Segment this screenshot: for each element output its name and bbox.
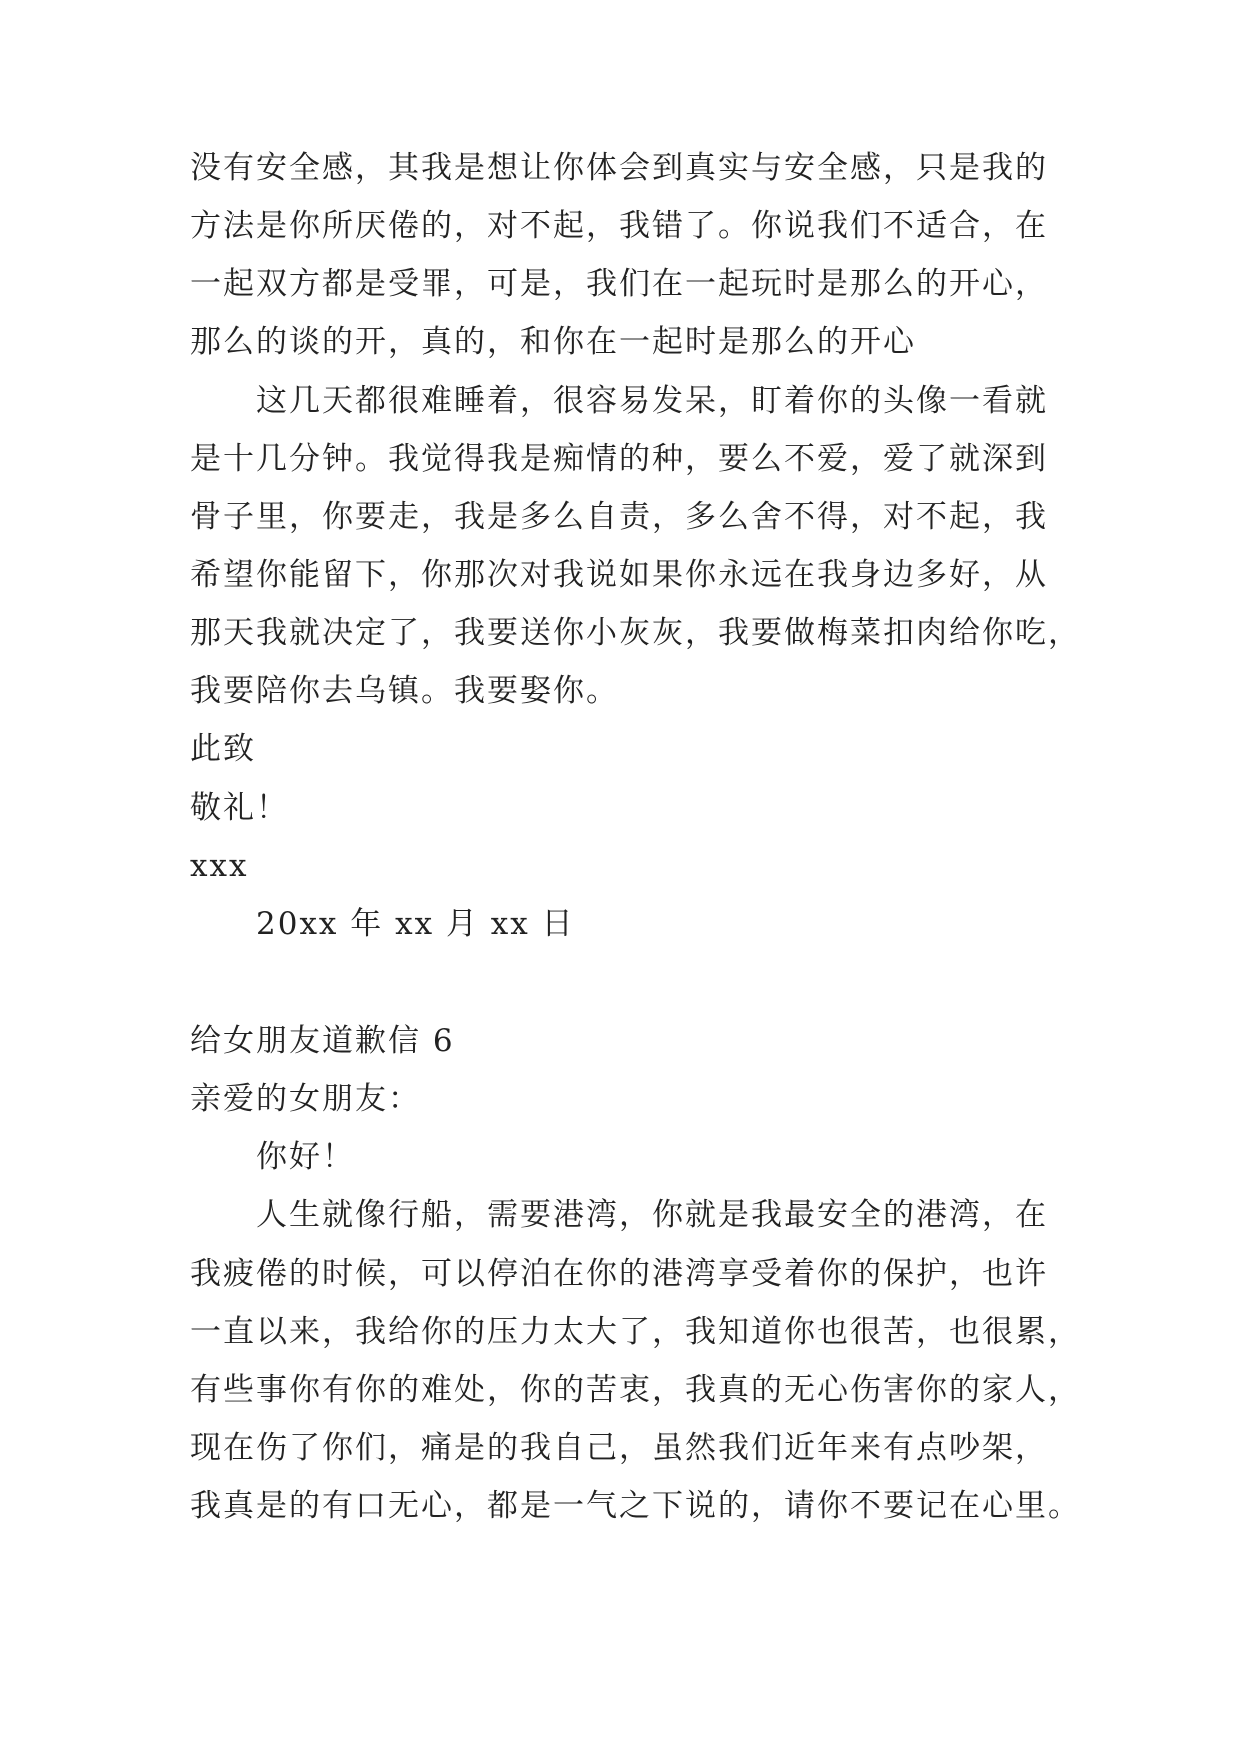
paragraph-line: 那么的谈的开，真的，和你在一起时是那么的开心: [190, 324, 916, 360]
paragraph-line: 一起双方都是受罪，可是，我们在一起玩时是那么的开心，: [190, 266, 1048, 302]
greeting: 你好！: [256, 1139, 355, 1175]
closing-line: 此致: [190, 731, 256, 767]
paragraph-line: 一直以来，我给你的压力太大了，我知道你也很苦，也很累，: [190, 1314, 1081, 1350]
paragraph-line: 没有安全感，其我是想让你体会到真实与安全感，只是我的: [190, 150, 1048, 186]
paragraph-line: 是十几分钟。我觉得我是痴情的种，要么不爱，爱了就深到: [190, 441, 1048, 477]
paragraph-line: 那天我就决定了，我要送你小灰灰，我要做梅菜扣肉给你吃，: [190, 615, 1081, 651]
paragraph-line: 这几天都很难睡着，很容易发呆，盯着你的头像一看就: [256, 383, 1048, 419]
signature: xxx: [190, 848, 249, 884]
paragraph-line: 希望你能留下，你那次对我说如果你永远在我身边多好，从: [190, 557, 1048, 593]
paragraph-line: 我真是的有口无心，都是一气之下说的，请你不要记在心里。: [190, 1488, 1081, 1524]
date-line: 20xx 年 xx 月 xx 日: [256, 906, 575, 942]
section-title: 给女朋友道歉信 6: [190, 1023, 455, 1059]
paragraph-line: 我要陪你去乌镇。我要娶你。: [190, 673, 619, 709]
paragraph-line: 我疲倦的时候，可以停泊在你的港湾享受着你的保护，也许: [190, 1256, 1048, 1292]
paragraph-line: 现在伤了你们，痛是的我自己，虽然我们近年来有点吵架，: [190, 1430, 1048, 1466]
paragraph-line: 人生就像行船，需要港湾，你就是我最安全的港湾，在: [256, 1197, 1048, 1233]
paragraph-line: 方法是你所厌倦的，对不起，我错了。你说我们不适合，在: [190, 208, 1048, 244]
salutation: 亲爱的女朋友：: [190, 1081, 421, 1117]
paragraph-line: 骨子里，你要走，我是多么自责，多么舍不得，对不起，我: [190, 499, 1048, 535]
closing-line: 敬礼！: [190, 790, 289, 826]
paragraph-line: 有些事你有你的难处，你的苦衷，我真的无心伤害你的家人，: [190, 1372, 1081, 1408]
